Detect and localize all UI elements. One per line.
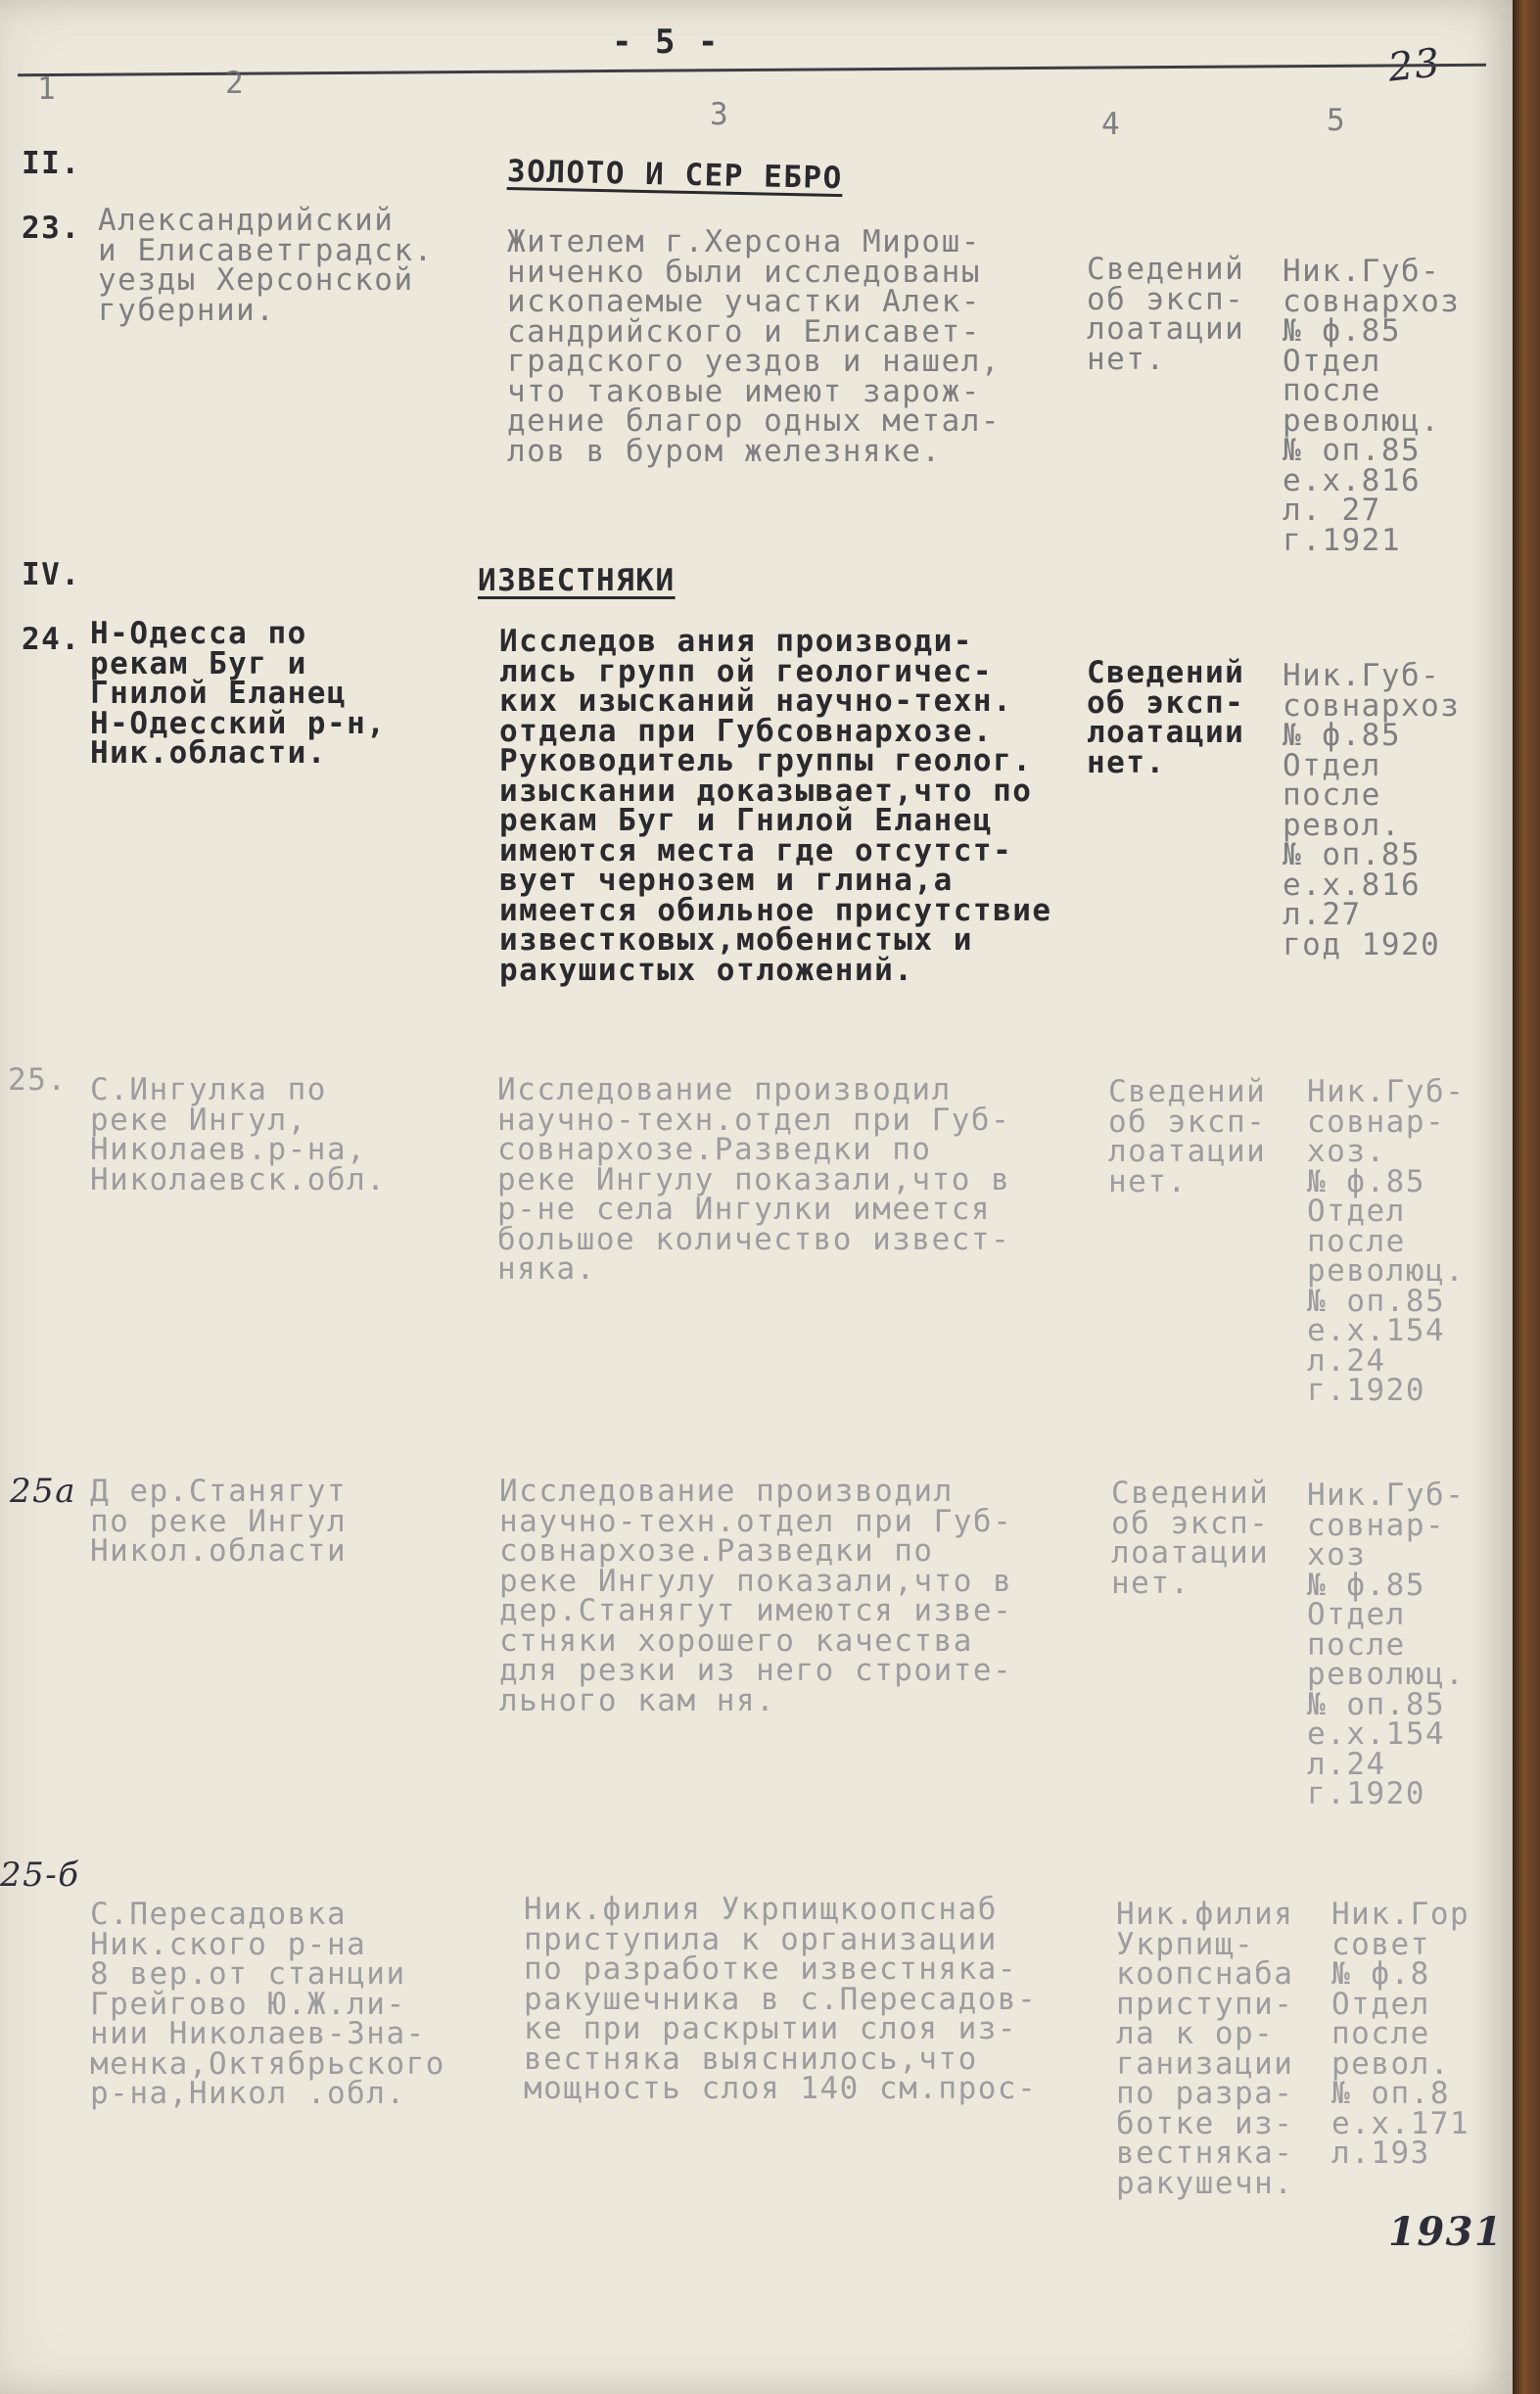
- section-title-limestones: ИЗВЕСТНЯКИ: [478, 563, 676, 598]
- entry-24-number: 24.: [22, 622, 81, 657]
- entry-25b-source: Ник.Гор совет № ф.8 Отдел после револ. № оп.8 е.х.171 л.193: [1331, 1897, 1470, 2171]
- entry-25-description: Исследование производил научно-техн.отдел при Губ- совнархозе.Разведки по реке Ингулу показали,что в р-не села Ингулки имеется большое количество извест- няка.: [497, 1072, 1011, 1287]
- entry-25b-description: Ник.филия Укрпищкоопснаб приступила к организации по разработке известняка- ракушечника в с.Пересадов- ке при раскрытии слоя из- вестняка выяснилось,что мощность слоя 140 см.прос-: [524, 1892, 1038, 2106]
- column-number-3: 3: [710, 97, 730, 132]
- entry-25b-number: 25-б: [0, 1855, 80, 1895]
- sheet-number: 23: [1385, 40, 1444, 91]
- entry-25a-source: Ник.Губ- совнар- хоз № ф.85 Отдел после революц. № оп.85 е.х.154 л.24 г.1920: [1307, 1478, 1466, 1811]
- entry-25-source: Ник.Губ- совнар- хоз. № ф.85 Отдел после революц. № оп.85 е.х.154 л.24 г.1920: [1307, 1074, 1466, 1408]
- entry-23-source: Ник.Губ- совнархоз № ф.85 Отдел после революц. № оп.85 е.х.816 л. 27 г.1921: [1283, 254, 1461, 558]
- entry-23-description: Жителем г.Херсона Мирош- ниченко были исследованы ископаемые участки Алек- сандрийского и Елисавет- градского уездов и нашел, что таковые имеют зарож- дение благор одных метал- лов в буром железняке.: [507, 224, 1002, 469]
- page-number: - 5 -: [612, 23, 720, 62]
- entry-25-number: 25.: [8, 1062, 68, 1098]
- entry-25-location: С.Ингулка по реке Ингул, Николаев.р-на, Николаевск.обл.: [90, 1072, 387, 1197]
- entry-24-source: Ник.Губ- совнархоз № ф.85 Отдел после револ. № оп.85 е.х.816 л.27 год 1920: [1283, 658, 1461, 962]
- entry-25a-number: 25а: [10, 1472, 77, 1511]
- entry-25a-location: Д ер.Станягут по реке Ингул Никол.области: [90, 1474, 348, 1569]
- entry-25a-description: Исследование производил научно-техн.отдел при Губ- совнархозе.Разведки по реке Ингулу показали,что в дер.Станягут имеются изве- стняки хорошего качества для резки из него строите- льного кам ня.: [499, 1474, 1013, 1718]
- handwritten-year: 1931: [1388, 2209, 1504, 2255]
- entry-25-exploitation: Сведений об эксп- лоатации нет.: [1108, 1074, 1267, 1199]
- entry-23-location: Александрийский и Елисаветградск. уезды Херсонской губернии.: [98, 203, 434, 328]
- entry-25a-exploitation: Сведений об эксп- лоатации нет.: [1111, 1476, 1270, 1601]
- entry-25b-exploitation: Ник.филия Укрпищ- коопснаба приступи- ла к ор- ганизации по разра- ботке из- вестняка- ракушечн.: [1116, 1897, 1294, 2201]
- column-number-1: 1: [37, 71, 58, 107]
- board-edge: [1513, 0, 1540, 2394]
- section-title-gold-silver: ЗОЛОТО И СЕР ЕБРО: [506, 154, 844, 197]
- entry-24-exploitation: Сведений об эксп- лоатации нет.: [1087, 655, 1245, 780]
- section-number-ii: II.: [22, 146, 81, 181]
- entry-24-description: Исследов ания производи- лись групп ой геологичес- ких изысканий научно-техн. отдела при Губсовнархозе. Руководитель группы геолог. изыскании доказывает,что по рекам Буг и Гнилой Еланец имеются места где отсутст- вует чернозем и глина,а имеется обильное присутствие известковых,мобенистых и ракушистых отложений.: [499, 624, 1052, 988]
- column-number-2: 2: [225, 66, 246, 101]
- entry-25b-location: С.Пересадовка Ник.ского р-на 8 вер.от станции Грейгово Ю.Ж.ли- нии Николаев-Зна- менка,Октябрьского р-на,Никол .обл.: [90, 1897, 445, 2111]
- entry-24-location: Н-Одесса по рекам Буг и Гнилой Еланец Н-Одесский р-н, Ник.области.: [90, 616, 387, 771]
- column-number-4: 4: [1101, 107, 1122, 142]
- entry-23-number: 23.: [22, 211, 81, 246]
- column-number-5: 5: [1327, 103, 1347, 138]
- section-number-iv: IV.: [22, 557, 81, 592]
- entry-23-exploitation: Сведений об эксп- лоатации нет.: [1087, 252, 1245, 377]
